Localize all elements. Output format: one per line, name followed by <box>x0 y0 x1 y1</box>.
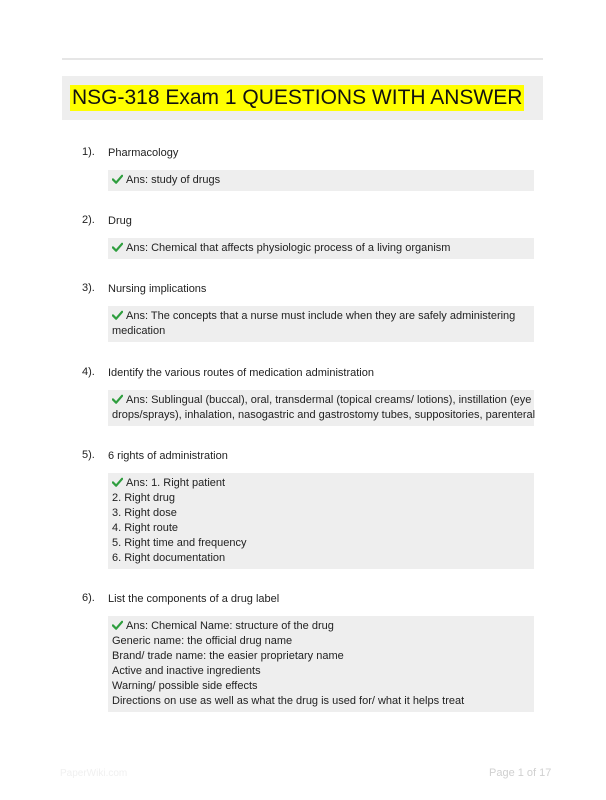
question-number: 4). <box>82 366 95 378</box>
answer-line: Warning/ possible side effects <box>112 680 258 692</box>
answer-line: 5. Right time and frequency <box>112 537 247 549</box>
check-icon <box>112 620 123 630</box>
check-icon <box>112 394 123 404</box>
answer-line: Active and inactive ingredients <box>112 665 261 677</box>
answer-box <box>108 306 534 342</box>
check-icon <box>112 174 123 184</box>
answer-line: Ans: study of drugs <box>112 173 530 188</box>
answer-box <box>108 473 534 569</box>
answer-line: medication <box>112 325 166 337</box>
question-number: 5). <box>82 449 95 461</box>
answer-line: Ans: Chemical that affects physiologic process of a living organism <box>112 241 530 256</box>
check-icon <box>112 242 123 252</box>
answer-box <box>108 238 534 259</box>
answer-line: 4. Right route <box>112 522 179 534</box>
page-title: NSG-318 Exam 1 QUESTIONS WITH ANSWER <box>72 86 523 109</box>
answer-line: 2. Right drug <box>112 492 175 504</box>
answer-line: 3. Right dose <box>112 507 177 519</box>
page-number: Page 1 of 17 <box>489 767 552 779</box>
check-icon <box>112 477 123 487</box>
answer-line: drops/sprays), inhalation, nasogastric and gastrostomy tubes, suppositories, parenteral <box>112 409 536 421</box>
answer-line: Directions on use as well as what the drug is used for/ what it helps treat <box>112 695 465 707</box>
answer-box <box>108 616 534 712</box>
question-text: Pharmacology <box>108 147 179 159</box>
question-text: 6 rights of administration <box>108 450 228 462</box>
answer-line: Ans: Sublingual (buccal), oral, transdermal (topical creams/ lotions), instillation (eye <box>112 393 530 408</box>
answer-box <box>108 390 534 426</box>
answer-line: Ans: 1. Right patient <box>112 476 530 491</box>
question-number: 6). <box>82 592 95 604</box>
question-text: Drug <box>108 215 132 227</box>
answer-box <box>108 170 534 191</box>
footer-watermark: PaperWiki.com <box>60 768 128 779</box>
title-band <box>62 76 543 120</box>
question-text: Identify the various routes of medication administration <box>108 367 374 379</box>
question-text: Nursing implications <box>108 283 207 295</box>
question-number: 3). <box>82 282 95 294</box>
question-number: 2). <box>82 214 95 226</box>
answer-line: Brand/ trade name: the easier proprietary name <box>112 650 344 662</box>
answer-line: Ans: Chemical Name: structure of the drug <box>112 619 530 634</box>
answer-line: 6. Right documentation <box>112 552 226 564</box>
question-text: List the components of a drug label <box>108 593 280 605</box>
answer-line: Generic name: the official drug name <box>112 635 293 647</box>
top-divider <box>62 58 543 60</box>
check-icon <box>112 310 123 320</box>
question-number: 1). <box>82 146 95 158</box>
answer-line: Ans: The concepts that a nurse must include when they are safely administering <box>112 309 530 324</box>
